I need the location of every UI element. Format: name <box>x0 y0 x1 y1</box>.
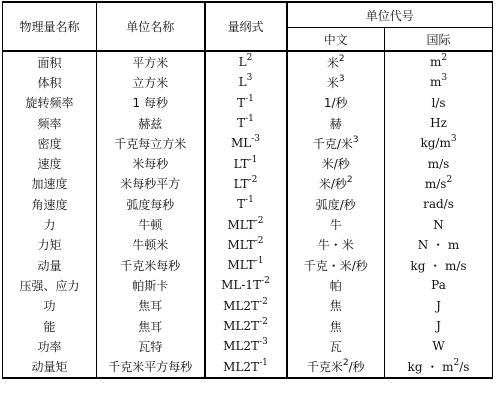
cell-unit-name <box>97 93 205 113</box>
cell-quantity <box>3 235 97 255</box>
cell-international-symbol <box>385 255 493 275</box>
cell-quantity <box>3 93 97 113</box>
header-unit-symbol: 单位代号 <box>287 2 493 28</box>
table-row <box>3 316 493 336</box>
dimension-text: ML2T <box>223 339 260 354</box>
chinese-symbol-exponent: 3 <box>352 134 359 145</box>
quantity-text: 能 <box>43 319 56 334</box>
table-row <box>3 72 493 92</box>
cell-international-symbol <box>385 113 493 133</box>
dimension-exponent: -2 <box>261 276 270 287</box>
unit-name-text: 千克米平方每秒 <box>108 360 193 375</box>
cell-dimension <box>205 113 287 133</box>
cell-unit-name <box>97 133 205 153</box>
dimension-exponent: -2 <box>254 215 264 226</box>
cell-international-symbol <box>385 214 493 234</box>
cell-international-symbol <box>385 275 493 295</box>
unit-name-text: 牛顿米 <box>132 238 169 253</box>
cell-unit-name <box>97 72 205 92</box>
cell-quantity <box>3 316 97 336</box>
chinese-symbol-exponent: 2 <box>346 175 353 186</box>
dimension-exponent: 3 <box>246 73 253 84</box>
dimension-text: T <box>237 116 246 131</box>
international-symbol-text: J <box>436 298 441 313</box>
cell-dimension <box>205 336 287 356</box>
dimension-text: LT <box>233 176 249 191</box>
chinese-symbol-text: 牛・米 <box>317 238 354 253</box>
cell-international-symbol <box>385 235 493 255</box>
dimension-exponent: -1 <box>245 114 254 125</box>
cell-chinese-symbol <box>287 51 385 72</box>
cell-unit-name <box>97 214 205 234</box>
cell-international-symbol <box>385 336 493 356</box>
unit-name-text: 弧度每秒 <box>126 197 175 212</box>
dimension-exponent: -1 <box>245 195 254 206</box>
header-unit-name: 单位名称 <box>97 2 205 51</box>
unit-name-text: 焦耳 <box>138 319 163 334</box>
cell-unit-name <box>97 255 205 275</box>
unit-name-text: 立方米 <box>132 75 169 90</box>
unit-name-text: 焦耳 <box>138 299 163 314</box>
dimension-text: ML2T <box>223 319 260 333</box>
cell-international-symbol <box>385 174 493 194</box>
dimension-text: L <box>238 75 247 90</box>
dimension-exponent: -1 <box>245 93 254 104</box>
cell-dimension <box>205 275 287 295</box>
cell-international-symbol <box>385 93 493 113</box>
cell-quantity <box>3 255 97 275</box>
international-symbol-text: kg ・ m/s <box>410 258 467 273</box>
international-symbol-text: m <box>429 75 442 90</box>
cell-quantity <box>3 275 97 295</box>
international-symbol-text: J <box>436 319 441 333</box>
cell-unit-name <box>97 51 205 72</box>
quantity-text: 旋转频率 <box>25 96 74 111</box>
dimension-text: T <box>237 95 246 110</box>
cell-quantity <box>3 356 97 377</box>
cell-dimension <box>205 133 287 153</box>
chinese-symbol-exponent: 2 <box>338 53 345 64</box>
dimension-exponent: -2 <box>248 174 258 185</box>
cell-chinese-symbol <box>287 316 385 336</box>
cell-chinese-symbol <box>287 194 385 214</box>
cell-unit-name <box>97 356 205 377</box>
cell-international-symbol <box>385 194 493 214</box>
unit-name-text: 瓦特 <box>138 339 163 354</box>
header-international: 国际 <box>385 28 493 52</box>
header-quantity-name: 物理量名称 <box>3 2 97 51</box>
international-symbol-text: rad/s <box>423 197 454 212</box>
unit-name-text: 米每秒平方 <box>120 177 181 192</box>
chinese-symbol-text: 牛 <box>329 218 342 233</box>
dimension-exponent: -1 <box>259 357 268 368</box>
cell-international-symbol <box>385 133 493 153</box>
cell-quantity <box>3 133 97 153</box>
cell-unit-name <box>97 174 205 194</box>
cell-unit-name <box>97 235 205 255</box>
cell-quantity <box>3 194 97 214</box>
quantity-text: 功率 <box>37 339 62 354</box>
chinese-symbol-exponent: 2 <box>342 358 349 369</box>
quantity-text: 角速度 <box>31 197 68 212</box>
cell-quantity <box>3 72 97 92</box>
international-symbol-text: Pa <box>431 278 446 293</box>
unit-name-text: 千克每立方米 <box>114 136 187 151</box>
quantity-text: 速度 <box>37 157 62 172</box>
cell-dimension <box>205 194 287 214</box>
cell-unit-name <box>97 153 205 173</box>
cell-dimension <box>205 174 287 194</box>
header-chinese: 中文 <box>287 28 385 52</box>
cell-unit-name <box>97 316 205 336</box>
cell-dimension <box>205 93 287 113</box>
dimension-exponent: -2 <box>259 317 268 327</box>
dimension-text: ML <box>230 136 252 151</box>
table-row <box>3 336 493 356</box>
unit-name-text: 赫兹 <box>138 116 163 131</box>
international-symbol-text: N ・ m <box>417 238 460 253</box>
international-symbol-text: m/s <box>424 176 447 191</box>
chinese-symbol-suffix: /秒 <box>348 360 365 375</box>
table-row <box>3 356 493 377</box>
dimension-exponent: -1 <box>254 256 264 267</box>
international-symbol-text: l/s <box>431 95 446 110</box>
dimension-text: ML2T <box>223 298 260 313</box>
cell-dimension <box>205 316 287 336</box>
international-symbol-text: N <box>433 217 444 232</box>
table-row <box>3 214 493 234</box>
chinese-symbol-exponent: 3 <box>338 73 345 84</box>
cell-chinese-symbol <box>287 93 385 113</box>
cell-chinese-symbol <box>287 255 385 275</box>
cell-unit-name <box>97 194 205 214</box>
table-row <box>3 235 493 255</box>
table-row <box>3 93 493 113</box>
table-row <box>3 153 493 173</box>
unit-name-text: 牛顿 <box>138 218 163 233</box>
table-row <box>3 174 493 194</box>
dimension-exponent: -3 <box>251 134 261 145</box>
unit-name-text: 帕斯卡 <box>132 278 169 293</box>
dimension-text: LT <box>233 156 249 171</box>
cell-dimension <box>205 51 287 72</box>
cell-unit-name <box>97 113 205 133</box>
international-symbol-text: Hz <box>430 116 447 131</box>
international-symbol-exponent: 2 <box>441 53 448 64</box>
international-symbol-text: m <box>429 55 442 70</box>
cell-chinese-symbol <box>287 336 385 356</box>
dimension-text: MLT <box>227 237 255 252</box>
cell-quantity <box>3 113 97 133</box>
table-row <box>3 255 493 275</box>
international-symbol-text: kg/m <box>420 136 451 151</box>
table-row <box>3 51 493 72</box>
cell-unit-name <box>97 275 205 295</box>
cell-quantity <box>3 336 97 356</box>
quantity-text: 密度 <box>37 136 62 151</box>
international-symbol-exponent: 3 <box>450 134 457 145</box>
international-symbol-exponent: 2 <box>453 358 460 369</box>
dimension-exponent: -1 <box>248 154 258 165</box>
cell-quantity <box>3 51 97 72</box>
cell-international-symbol <box>385 296 493 316</box>
cell-quantity <box>3 296 97 316</box>
cell-dimension <box>205 235 287 255</box>
quantity-text: 加速度 <box>31 177 68 192</box>
cell-international-symbol <box>385 51 493 72</box>
chinese-symbol-text: 米 <box>326 55 339 70</box>
chinese-symbol-text: 1/秒 <box>323 96 348 111</box>
chinese-symbol-text: 千克・米/秒 <box>303 258 368 273</box>
cell-dimension <box>205 296 287 316</box>
quantity-text: 动量 <box>37 258 62 273</box>
cell-chinese-symbol <box>287 214 385 234</box>
cell-international-symbol <box>385 72 493 92</box>
quantity-text: 频率 <box>37 116 62 131</box>
chinese-symbol-text: 焦 <box>329 299 342 314</box>
international-symbol-text: kg ・ m <box>407 360 454 375</box>
chinese-symbol-text: 米/秒 <box>321 157 350 172</box>
cell-dimension <box>205 72 287 92</box>
cell-chinese-symbol <box>287 275 385 295</box>
table-row <box>3 133 493 153</box>
cell-international-symbol <box>385 153 493 173</box>
physical-units-table <box>2 1 493 379</box>
chinese-symbol-text: 米/秒 <box>318 177 347 192</box>
dimension-exponent: -2 <box>259 296 268 307</box>
cell-quantity <box>3 153 97 173</box>
international-symbol-exponent: 2 <box>446 174 453 185</box>
dimension-text: ML2T <box>223 359 260 374</box>
chinese-symbol-text: 赫 <box>329 116 342 131</box>
cell-unit-name <box>97 296 205 316</box>
chinese-symbol-text: 米 <box>326 75 339 90</box>
cell-dimension <box>205 356 287 377</box>
quantity-text: 体积 <box>37 75 62 90</box>
cell-chinese-symbol <box>287 356 385 377</box>
chinese-symbol-text: 瓦 <box>329 339 342 354</box>
quantity-text: 力矩 <box>37 238 62 253</box>
quantity-text: 压强、应力 <box>19 278 80 293</box>
cell-chinese-symbol <box>287 113 385 133</box>
table-row <box>3 296 493 316</box>
cell-dimension <box>205 153 287 173</box>
unit-name-text: 1 每秒 <box>132 96 168 111</box>
table-row <box>3 275 493 295</box>
cell-unit-name <box>97 336 205 356</box>
cell-chinese-symbol <box>287 296 385 316</box>
cell-dimension <box>205 214 287 234</box>
chinese-symbol-text: 焦 <box>329 319 342 334</box>
cell-chinese-symbol <box>287 174 385 194</box>
cell-chinese-symbol <box>287 133 385 153</box>
dimension-text: L <box>238 55 247 70</box>
unit-name-text: 千克米每秒 <box>120 258 181 273</box>
cell-chinese-symbol <box>287 153 385 173</box>
cell-quantity <box>3 214 97 234</box>
quantity-text: 力 <box>43 218 56 233</box>
table-row <box>3 113 493 133</box>
dimension-exponent: -2 <box>254 235 264 246</box>
dimension-text: MLT <box>227 217 255 232</box>
dimension-exponent: 2 <box>246 53 253 64</box>
quantity-text: 面积 <box>37 55 62 70</box>
dimension-text: T <box>237 197 246 212</box>
cell-international-symbol <box>385 356 493 377</box>
international-symbol-text: m/s <box>427 156 450 171</box>
unit-name-text: 米每秒 <box>132 157 169 172</box>
cell-international-symbol <box>385 316 493 336</box>
header-dimension: 量纲式 <box>205 2 287 51</box>
dimension-text: MLT <box>227 258 255 273</box>
chinese-symbol-text: 弧度/秒 <box>315 197 356 212</box>
dimension-text: ML-1T <box>221 278 262 293</box>
quantity-text: 动量矩 <box>31 360 68 375</box>
chinese-symbol-text: 帕 <box>329 278 342 293</box>
international-symbol-suffix: /s <box>459 360 470 375</box>
international-symbol-text: W <box>432 339 445 354</box>
cell-chinese-symbol <box>287 72 385 92</box>
quantity-text: 功 <box>43 299 56 314</box>
table-row <box>3 194 493 214</box>
chinese-symbol-text: 千克/米 <box>312 136 353 151</box>
cell-chinese-symbol <box>287 235 385 255</box>
dimension-exponent: -3 <box>259 337 268 348</box>
unit-name-text: 平方米 <box>132 55 169 70</box>
table-body <box>3 51 493 378</box>
international-symbol-exponent: 3 <box>441 73 448 84</box>
chinese-symbol-text: 千克米 <box>306 360 343 375</box>
cell-dimension <box>205 255 287 275</box>
cell-quantity <box>3 174 97 194</box>
